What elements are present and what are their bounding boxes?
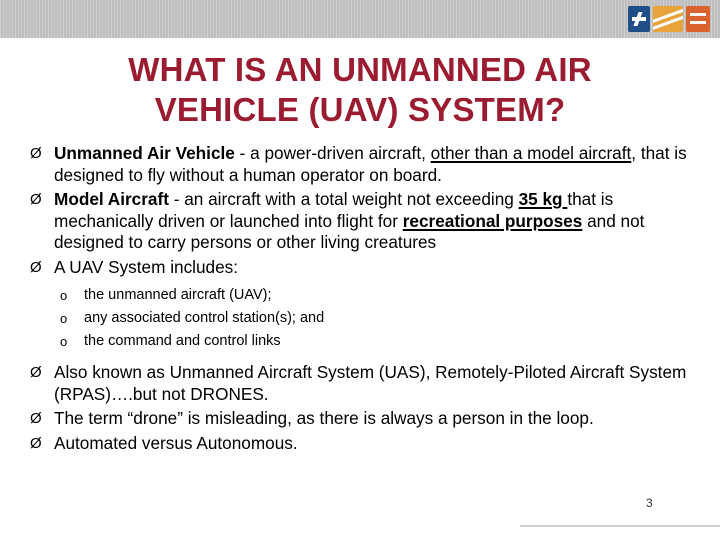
sub-bullet-list	[30, 284, 700, 353]
bullet-automated: Ø Automated versus Autonomous.	[30, 432, 298, 453]
header-band	[0, 0, 720, 38]
arrow-bullet-icon: Ø	[30, 191, 42, 208]
sub-item: o the unmanned aircraft (UAV);	[30, 284, 700, 307]
bullet-list	[30, 143, 700, 457]
arrow-bullet-icon: Ø	[30, 410, 42, 427]
arrow-bullet-icon: Ø	[30, 364, 42, 381]
bullet-drone-term: Ø The term “drone” is misleading, as there is always a person in the loop.	[30, 408, 594, 428]
weight-limit: 35 kg	[518, 189, 568, 209]
slide-title: WHAT IS AN UNMANNED AIR VEHICLE (UAV) SYSTEM?	[128, 51, 592, 128]
organization-logo-icon	[628, 4, 714, 34]
airplane-logo-icon	[628, 6, 650, 32]
circle-bullet-icon: o	[60, 311, 68, 326]
circle-bullet-icon: o	[60, 288, 68, 303]
bullet-also-known-as: Ø Also known as Unmanned Aircraft System (UAS), Remotely-Piloted Aircraft System (RPAS)….but not DRONES.	[30, 362, 687, 404]
stripes-logo-icon	[686, 6, 710, 32]
arrow-bullet-icon: Ø	[30, 434, 42, 452]
arrow-bullet-icon: Ø	[30, 258, 42, 276]
term-label: Model Aircraft	[54, 189, 169, 209]
bullet-model-aircraft: Ø Model Aircraft - an aircraft with a total weight not exceeding 35 kg that is mechanically driven or launched into flight for recreational purposes and not designed to carry persons or other living creatures	[30, 189, 645, 252]
bullet-uav-system: Ø A UAV System includes:	[30, 256, 239, 277]
sub-item: o any associated control station(s); and	[30, 307, 700, 330]
wing-logo-icon	[653, 6, 683, 32]
underlined-phrase: other than a model aircraft	[430, 143, 632, 163]
bullet-uav-definition: Ø Unmanned Air Vehicle - a power-driven aircraft, other than a model aircraft, that is designed to fly without a human operator on board.	[30, 143, 687, 185]
sub-item: o the command and control links	[30, 330, 700, 353]
footer-divider	[520, 525, 720, 527]
underlined-phrase: recreational purposes	[402, 210, 583, 231]
page-number: 3	[646, 496, 653, 510]
term-label: Unmanned Air Vehicle	[54, 143, 235, 163]
circle-bullet-icon: o	[60, 334, 68, 349]
arrow-bullet-icon: Ø	[30, 145, 42, 162]
